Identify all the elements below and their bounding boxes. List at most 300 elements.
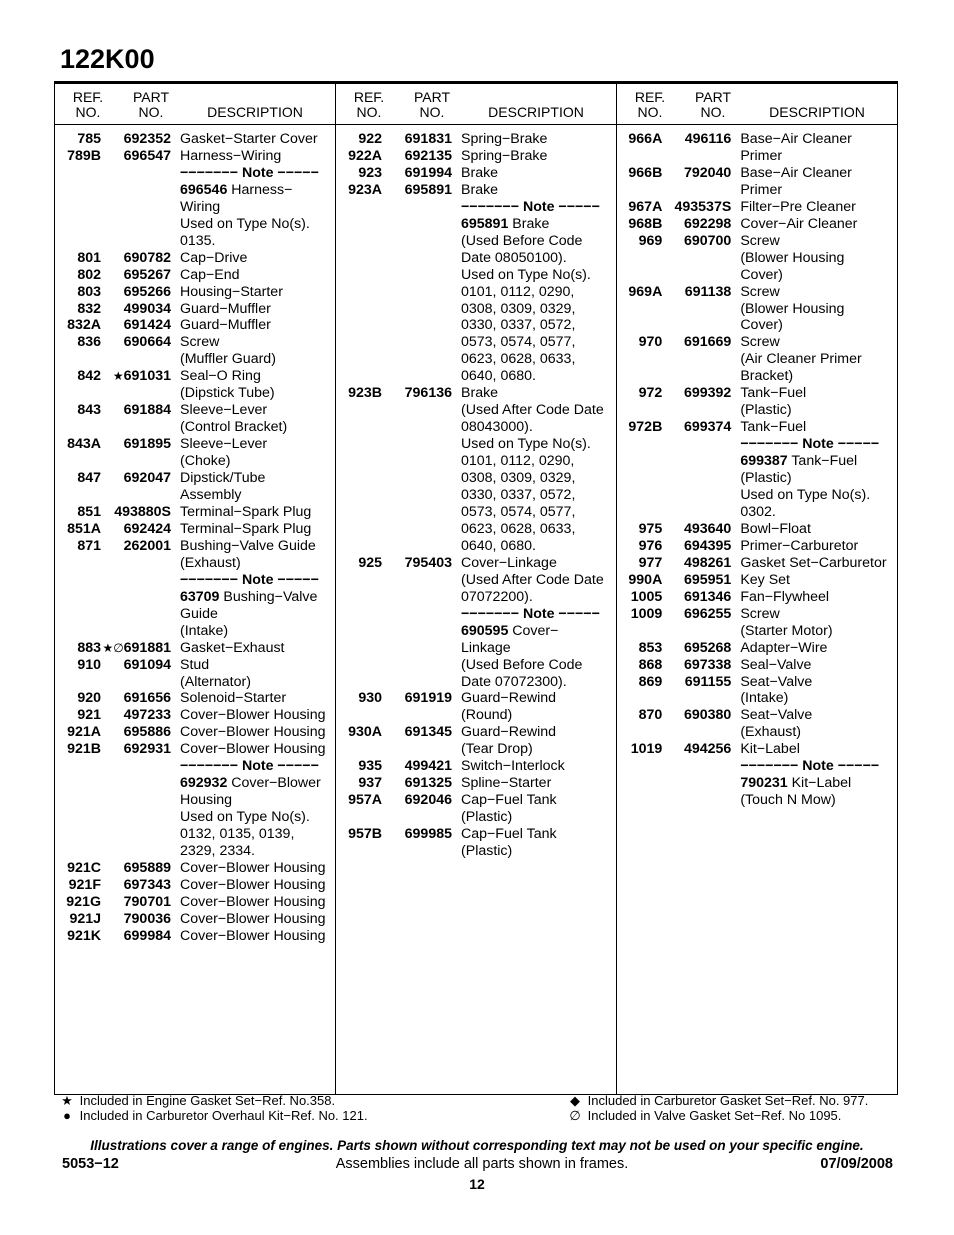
part-no: 493537S — [674, 198, 732, 215]
parts-row — [55, 707, 335, 724]
ref-no — [336, 606, 382, 623]
part-no — [101, 589, 171, 640]
ref-no: 847 — [77, 470, 101, 487]
part-no: 792040 — [683, 164, 732, 181]
parts-row — [617, 521, 898, 538]
part-no: 691094 — [123, 656, 171, 673]
ref-no: 966A — [628, 131, 663, 147]
part-no: 695889 — [123, 859, 171, 876]
ref-no: 870 — [638, 707, 663, 724]
part-no — [101, 775, 171, 860]
ref-no — [336, 216, 382, 386]
alt-part-no: 63709 — [180, 588, 220, 605]
note-row — [617, 436, 898, 453]
part-no — [662, 758, 731, 775]
parts-row — [336, 623, 616, 691]
ref-no — [55, 165, 101, 182]
parts-row — [55, 589, 335, 640]
description: −−−−−−− Note −−−−− — [180, 571, 319, 588]
description: 690595 Cover− Linkage (Used Before Code Date 07072300). — [461, 622, 583, 690]
parts-row — [336, 555, 616, 606]
part-header: PART NO. — [132, 89, 170, 120]
part-no: 691155 — [684, 673, 732, 690]
parts-row — [55, 148, 335, 165]
parts-row — [617, 284, 898, 335]
description: Cap−Fuel Tank (Plastic) — [461, 826, 557, 860]
description: Screw (Air Cleaner Primer Bracket) — [740, 334, 862, 385]
ref-no: 967A — [628, 198, 663, 215]
part-no: 692047 — [123, 470, 171, 487]
note-row — [55, 758, 335, 775]
description: Seat−Valve (Intake) — [740, 673, 813, 707]
part-no: 691138 — [684, 283, 732, 300]
ref-no: 923B — [348, 385, 382, 402]
part-no: 694395 — [683, 537, 732, 554]
parts-row — [617, 674, 898, 708]
parts-row — [55, 334, 335, 368]
ref-no — [55, 758, 101, 775]
parts-row — [55, 860, 335, 877]
parts-row — [55, 182, 335, 250]
star-icon: ★ — [61, 1093, 73, 1108]
ref-no: 921A — [67, 724, 101, 741]
parts-row — [617, 589, 898, 606]
ref-no: 803 — [77, 283, 101, 300]
ref-no: 972B — [628, 419, 663, 436]
description: Tank−Fuel (Plastic) — [740, 385, 807, 419]
parts-row — [617, 419, 898, 436]
part-no: 697343 — [123, 876, 171, 893]
part-no: 695886 — [123, 724, 171, 741]
description: Cover−Blower Housing — [180, 927, 326, 944]
part-no: 497233 — [123, 707, 171, 724]
parts-row — [55, 368, 335, 402]
parts-row — [617, 741, 898, 758]
part-no — [101, 758, 171, 775]
part-no: 695266 — [123, 283, 171, 300]
part-no: 699985 — [404, 826, 452, 843]
ref-no: 789B — [67, 147, 101, 164]
parts-row — [55, 402, 335, 436]
ref-no: 921C — [67, 859, 101, 876]
ref-no: 975 — [638, 520, 663, 537]
parts-row — [617, 216, 898, 233]
parts-column-2 — [335, 84, 616, 1094]
note-row — [336, 199, 616, 216]
disclaimer: Illustrations cover a range of engines. Parts shown without corresponding text may not be used on your specific engine. — [90, 1138, 864, 1153]
parts-row — [55, 538, 335, 572]
diamond-icon: ◆ — [570, 1093, 580, 1108]
description: −−−−−−− Note −−−−− — [180, 164, 319, 181]
description: Kit−Label — [740, 741, 800, 758]
footnote-symbol: ★ — [112, 369, 124, 384]
ref-no: 977 — [638, 554, 663, 571]
note-row — [617, 758, 898, 775]
ref-no: 969A — [628, 283, 663, 300]
parts-row — [617, 165, 898, 199]
ref-no: 930A — [348, 724, 382, 741]
part-no: 691346 — [683, 588, 732, 605]
ref-no — [617, 758, 662, 775]
legend-empty-set: ∅ Included in Valve Gasket Set−Ref. No 1095. — [566, 1108, 841, 1123]
description: Stud (Alternator) — [180, 656, 251, 690]
description: Screw (Muffler Guard) — [180, 334, 276, 368]
ref-header: REF. NO. — [72, 89, 104, 120]
part-no: 691424 — [123, 317, 171, 334]
ref-no: 843A — [67, 436, 101, 453]
description: Cover−Blower Housing — [180, 910, 326, 927]
ref-no — [617, 436, 662, 453]
parts-row — [55, 504, 335, 521]
part-no: 690700 — [683, 232, 732, 249]
part-header: PART NO. — [694, 89, 732, 120]
parts-row — [55, 521, 335, 538]
part-no: 690782 — [123, 249, 171, 266]
description: Tank−Fuel — [740, 419, 807, 436]
description: 63709 Bushing−Valve Guide (Intake) — [180, 588, 318, 639]
ref-no: 925 — [358, 554, 382, 571]
alt-part-no: 696546 — [180, 181, 228, 198]
description: Spring−Brake — [461, 147, 548, 164]
ref-no: 957B — [348, 826, 382, 843]
parts-row — [617, 640, 898, 657]
description: Cap−End — [180, 266, 240, 283]
column-header — [617, 84, 898, 125]
note-row — [336, 606, 616, 623]
part-no: 692352 — [123, 131, 171, 147]
parts-row — [55, 741, 335, 758]
ref-no: 922A — [348, 147, 382, 164]
ref-no — [55, 182, 101, 250]
page-title: 122K00 — [60, 44, 155, 74]
ref-no: 921G — [66, 893, 101, 910]
parts-row — [336, 148, 616, 165]
parts-row — [617, 233, 898, 284]
column-header — [336, 84, 616, 125]
parts-rows — [617, 131, 898, 809]
description: Harness−Wiring — [180, 147, 282, 164]
ref-no — [55, 775, 101, 860]
part-no — [382, 623, 452, 691]
part-no: 262001 — [123, 537, 171, 554]
parts-row — [336, 826, 616, 860]
parts-row — [617, 657, 898, 674]
ref-no — [55, 572, 101, 589]
parts-row — [617, 199, 898, 216]
description: −−−−−−− Note −−−−− — [461, 605, 600, 622]
description: Gasket Set−Carburetor — [740, 554, 887, 571]
description: Cap−Drive — [180, 249, 248, 266]
ref-no: 976 — [638, 537, 663, 554]
ref-no: 868 — [638, 656, 663, 673]
description: Seal−Valve — [740, 656, 812, 673]
parts-row — [617, 555, 898, 572]
part-no: 692135 — [404, 147, 452, 164]
parts-row — [336, 216, 616, 386]
parts-row — [336, 690, 616, 724]
part-no: 790701 — [123, 893, 171, 910]
ref-no: 851 — [77, 503, 101, 520]
legend-star: ★ Included in Engine Gasket Set−Ref. No.358. — [58, 1093, 335, 1108]
parts-row — [55, 640, 335, 657]
description: Fan−Flywheel — [740, 588, 830, 605]
parts-row — [617, 334, 898, 385]
ref-no — [617, 775, 662, 809]
part-no — [662, 775, 731, 809]
alt-part-no: 690595 — [461, 622, 509, 639]
part-no — [382, 216, 452, 386]
ref-no — [55, 589, 101, 640]
part-no — [101, 165, 171, 182]
ref-no: 937 — [358, 775, 382, 792]
parts-row — [55, 911, 335, 928]
ref-no: 802 — [77, 266, 101, 283]
description: Cover−Blower Housing — [180, 893, 326, 910]
part-no: 499034 — [123, 300, 171, 317]
parts-row — [55, 317, 335, 334]
description: 692932 Cover−Blower Housing Used on Type No(s). 0132, 0135, 0139, 2329, 2334. — [180, 775, 321, 860]
part-no: 695951 — [683, 571, 732, 588]
part-no — [382, 199, 452, 216]
part-no: 691656 — [123, 690, 171, 707]
ref-no: 785 — [77, 131, 101, 147]
parts-row — [617, 707, 898, 741]
parts-row — [55, 690, 335, 707]
ref-no: 832A — [67, 317, 101, 334]
column-header — [55, 84, 335, 125]
description: Dipstick/Tube Assembly — [180, 470, 266, 504]
ref-no — [617, 453, 662, 521]
parts-row — [336, 724, 616, 758]
footnote-symbol: ★∅ — [102, 640, 124, 655]
ref-no — [336, 623, 382, 691]
parts-row — [336, 165, 616, 182]
parts-row — [55, 436, 335, 470]
ref-no: 930 — [358, 690, 382, 707]
part-no: 691831 — [404, 131, 452, 147]
part-no: 695268 — [683, 639, 732, 656]
parts-row — [336, 182, 616, 199]
part-no: 498261 — [683, 554, 732, 571]
parts-column-3 — [616, 84, 898, 1094]
part-no: 499421 — [404, 758, 452, 775]
description: Guard−Rewind (Round) — [461, 690, 557, 724]
description: 695891 Brake (Used Before Code Date 08050100). Used on Type No(s). 0101, 0112, 0290, 0308, 0309, 0329, 0330, 0337, 0572, 0573, 0574, 0577, 0623, 0628, 0633, 0640, 0680. — [461, 215, 591, 385]
dot-icon: ● — [63, 1108, 71, 1123]
part-no: ★∅691881 — [102, 639, 171, 656]
part-no — [382, 606, 452, 623]
part-no: 691669 — [683, 334, 732, 351]
ref-no: 871 — [77, 537, 101, 554]
part-no: 493640 — [683, 520, 732, 537]
description: 696546 Harness− Wiring Used on Type No(s). 0135. — [180, 181, 310, 249]
ref-no: 920 — [77, 690, 101, 707]
parts-row — [55, 894, 335, 911]
ref-no: 910 — [77, 656, 101, 673]
part-no: 796136 — [404, 385, 452, 402]
part-no: 697338 — [683, 656, 732, 673]
part-no: 699984 — [123, 927, 171, 944]
parts-row — [55, 657, 335, 691]
parts-row — [55, 250, 335, 267]
ref-no — [336, 199, 382, 216]
description: −−−−−−− Note −−−−− — [180, 758, 319, 775]
ref-no: 970 — [638, 334, 663, 351]
ref-no: 923A — [348, 181, 382, 198]
ref-no: 968B — [628, 215, 663, 232]
part-no: 690380 — [683, 707, 732, 724]
parts-row — [55, 470, 335, 504]
description: Cover−Blower Housing — [180, 876, 326, 893]
parts-row — [336, 385, 616, 555]
part-no: 695267 — [123, 266, 171, 283]
part-no: 790036 — [123, 910, 171, 927]
ref-no: 853 — [638, 639, 663, 656]
parts-row — [55, 131, 335, 148]
description: −−−−−−− Note −−−−− — [461, 198, 600, 215]
parts-row — [55, 284, 335, 301]
description: Screw (Blower Housing Cover) — [740, 283, 845, 334]
ref-no: 1009 — [630, 605, 663, 622]
part-no: 695891 — [404, 181, 452, 198]
part-no: 494256 — [683, 741, 732, 758]
part-no: 691895 — [123, 436, 171, 453]
ref-no: 836 — [77, 334, 101, 351]
description: Guard−Muffler — [180, 317, 271, 334]
parts-rows — [55, 131, 335, 945]
ref-header: REF. NO. — [634, 89, 666, 120]
alt-part-no: 699387 — [740, 453, 788, 470]
description: Spline−Starter — [461, 775, 552, 792]
part-no — [662, 436, 731, 453]
description: −−−−−−− Note −−−−− — [740, 758, 880, 775]
part-no: 699392 — [683, 385, 732, 402]
desc-header: DESCRIPTION — [769, 104, 865, 120]
description: Solenoid−Starter — [180, 690, 287, 707]
part-no: 690664 — [123, 334, 171, 351]
description: Cover−Blower Housing — [180, 724, 326, 741]
parts-table — [54, 81, 898, 1095]
part-no: 699374 — [683, 419, 732, 436]
ref-no: 1005 — [630, 588, 663, 605]
part-no: 795403 — [404, 554, 452, 571]
description: Base−Air Cleaner Primer — [740, 131, 852, 164]
ref-no: 883 — [77, 639, 101, 656]
legend-diamond: ◆ Included in Carburetor Gasket Set−Ref. No. 977. — [566, 1093, 868, 1108]
parts-rows — [336, 131, 616, 860]
ref-no: 969 — [638, 232, 663, 249]
ref-no: 957A — [348, 792, 382, 809]
part-no: 696547 — [123, 147, 171, 164]
description: Brake (Used After Code Date 08043000). Used on Type No(s). 0101, 0112, 0290, 0308, 0309, 0329, 0330, 0337, 0572, 0573, 0574, 0577, 0623, 0628, 0633, 0640, 0680. — [461, 385, 604, 554]
parts-row — [55, 301, 335, 318]
note-row — [55, 572, 335, 589]
ref-no: 832 — [77, 300, 101, 317]
desc-header: DESCRIPTION — [207, 104, 303, 120]
document-number: 5053−12 — [62, 1156, 119, 1172]
ref-no: 869 — [638, 673, 663, 690]
parts-row — [336, 758, 616, 775]
part-no: 493880S — [114, 503, 171, 520]
ref-no: 921K — [67, 927, 101, 944]
description: Seat−Valve (Exhaust) — [740, 707, 813, 741]
description: Sleeve−Lever (Control Bracket) — [180, 402, 288, 436]
description: Bushing−Valve Guide (Exhaust) — [180, 537, 316, 571]
alt-part-no: 790231 — [740, 775, 788, 792]
part-no: 692046 — [404, 792, 452, 809]
part-no: 692298 — [683, 215, 732, 232]
ref-no: 972 — [638, 385, 663, 402]
ref-no: 1019 — [630, 741, 663, 758]
description: Seal−O Ring (Dipstick Tube) — [180, 368, 275, 402]
parts-column-1 — [55, 84, 335, 1094]
part-no: 691994 — [404, 164, 452, 181]
part-no: 691325 — [404, 775, 452, 792]
part-no: 691919 — [404, 690, 452, 707]
description: Cover−Linkage (Used After Code Date 07072200). — [461, 554, 604, 605]
parts-row — [617, 538, 898, 555]
parts-row — [336, 792, 616, 826]
parts-row — [55, 724, 335, 741]
description: 699387 Tank−Fuel (Plastic) Used on Type No(s). 0302. — [740, 453, 871, 520]
description: Cover−Blower Housing — [180, 707, 326, 724]
parts-row — [55, 877, 335, 894]
description: Gasket−Exhaust — [180, 639, 285, 656]
ref-no: 922 — [358, 131, 382, 147]
description: Cap−Fuel Tank (Plastic) — [461, 792, 557, 826]
description: Bowl−Float — [740, 520, 811, 537]
description: 790231 Kit−Label (Touch N Mow) — [740, 775, 852, 809]
parts-row — [617, 572, 898, 589]
parts-row — [55, 928, 335, 945]
description: Screw (Starter Motor) — [740, 605, 833, 639]
part-no — [662, 453, 731, 521]
ref-no: 921F — [68, 876, 101, 893]
note-row — [55, 165, 335, 182]
description: Spring−Brake — [461, 131, 548, 147]
ref-no: 801 — [77, 249, 101, 266]
description: Sleeve−Lever (Choke) — [180, 436, 268, 470]
parts-row — [55, 775, 335, 860]
ref-no: 923 — [358, 164, 382, 181]
part-no: 691345 — [404, 724, 452, 741]
assemblies-note: Assemblies include all parts shown in frames. — [335, 1156, 629, 1172]
description: Housing−Starter — [180, 283, 283, 300]
part-no: 692931 — [123, 741, 171, 758]
ref-no: 990A — [628, 571, 663, 588]
part-no: 496116 — [684, 131, 732, 147]
description: Screw (Blower Housing Cover) — [740, 232, 845, 283]
description: Switch−Interlock — [461, 758, 565, 775]
document-date: 07/09/2008 — [820, 1156, 893, 1172]
part-header: PART NO. — [413, 89, 451, 120]
part-no — [101, 572, 171, 589]
description: Cover−Blower Housing — [180, 859, 326, 876]
parts-row — [617, 131, 898, 165]
desc-header: DESCRIPTION — [488, 104, 584, 120]
parts-row — [336, 775, 616, 792]
ref-no: 842 — [77, 368, 101, 385]
ref-no: 966B — [628, 164, 663, 181]
description: Base−Air Cleaner Primer — [740, 164, 852, 198]
alt-part-no: 695891 — [461, 215, 509, 232]
part-no: ★691031 — [112, 368, 171, 385]
description: Cover−Air Cleaner — [740, 215, 858, 232]
part-no — [101, 182, 171, 250]
ref-no: 921J — [69, 910, 101, 927]
description: Guard−Rewind (Tear Drop) — [461, 724, 557, 758]
alt-part-no: 692932 — [180, 775, 228, 792]
